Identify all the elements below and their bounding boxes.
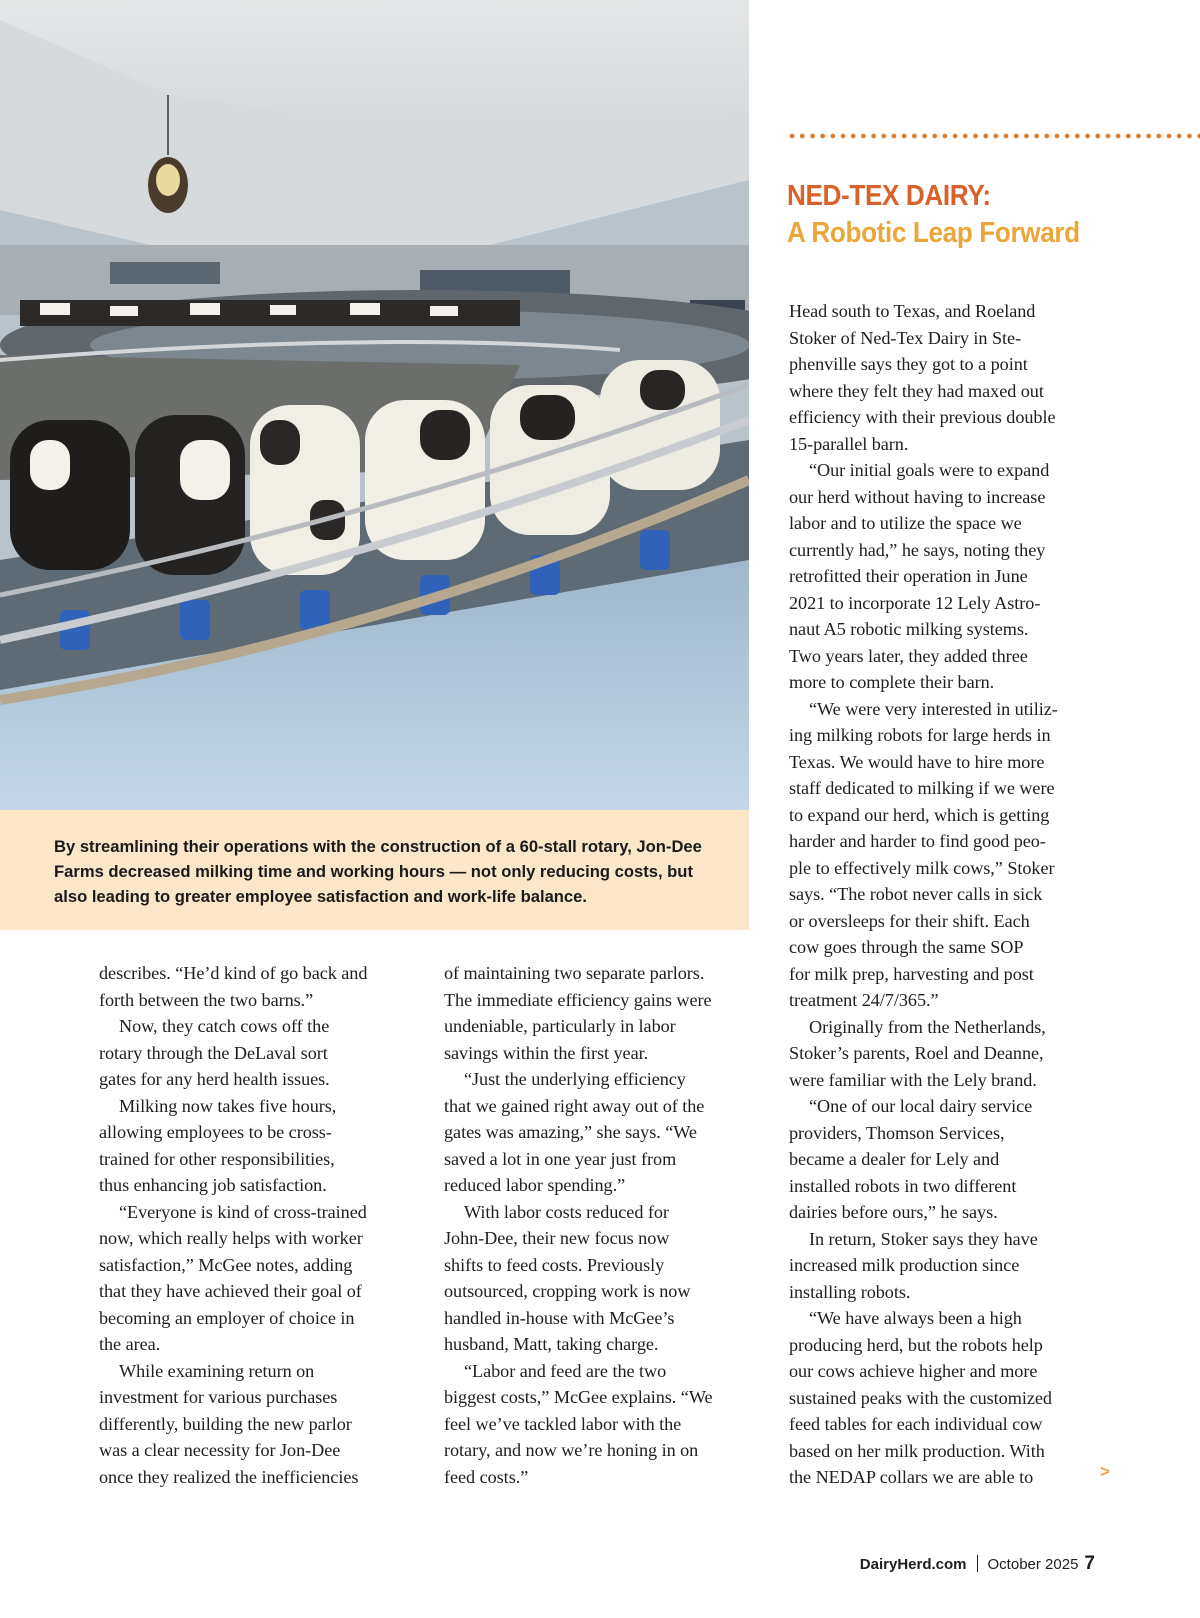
text-line: feel we’ve tackled labor with the	[444, 1413, 682, 1434]
text-line: ing milking robots for large herds in	[789, 725, 1051, 745]
text-line: trained for other responsibilities,	[99, 1148, 335, 1169]
text-line: biggest costs,” McGee explains. “We	[444, 1387, 713, 1407]
page-footer	[860, 1553, 1095, 1575]
body-column-1	[99, 960, 367, 1490]
text-line: Stoker’s parents, Roel and Deanne,	[789, 1043, 1044, 1063]
text-line: installed robots in two different	[789, 1175, 1017, 1196]
text-line: were familiar with the Lely brand.	[789, 1069, 1037, 1090]
text-line: “Just the underlying efficiency	[464, 1069, 686, 1089]
text-line: reduced labor spending.”	[444, 1175, 626, 1195]
text-line: Texas. We would have to hire more	[789, 751, 1045, 772]
text-line: With labor costs reduced for	[464, 1201, 669, 1222]
text-line: cow goes through the same SOP	[789, 937, 1024, 957]
text-line: The immediate efficiency gains were	[444, 989, 712, 1010]
text-line: Two years later, they added three	[789, 645, 1028, 666]
sidebar-column	[789, 298, 1058, 1491]
text-line: dairies before ours,” he says.	[789, 1202, 998, 1222]
text-line: forth between the two barns.”	[99, 989, 314, 1010]
continue-arrow-icon: >	[1100, 1462, 1110, 1481]
text-line: 15-parallel barn.	[789, 433, 909, 454]
text-line: currently had,” he says, noting they	[789, 539, 1046, 560]
text-line: Now, they catch cows off the	[119, 1016, 330, 1036]
text-line: installing robots.	[789, 1281, 911, 1302]
text-line: staff dedicated to milking if we were	[789, 778, 1055, 798]
text-line: became a dealer for Lely and	[789, 1149, 1000, 1169]
text-line: “One of our local dairy service	[809, 1096, 1033, 1116]
text-line: gates for any herd health issues.	[99, 1069, 330, 1089]
text-line: Head south to Texas, and Roeland	[789, 301, 1036, 321]
text-line: of maintaining two separate parlors.	[444, 963, 705, 983]
sidebar-kicker: NED-TEX DAIRY:	[787, 180, 991, 212]
text-line: producing herd, but the robots help	[789, 1334, 1043, 1355]
text-line: differently, building the new parlor	[99, 1413, 352, 1434]
text-line: our cows achieve higher and more	[789, 1361, 1038, 1381]
footer-date: October 2025	[987, 1556, 1079, 1573]
text-line: rotary, and now we’re honing in on	[444, 1440, 699, 1460]
text-line: becoming an employer of choice in	[99, 1307, 355, 1328]
text-line: savings within the first year.	[444, 1042, 649, 1063]
text-line: Originally from the Netherlands,	[809, 1016, 1046, 1037]
text-line: gates was amazing,” she says. “We	[444, 1122, 697, 1142]
text-line: phenville says they got to a point	[789, 354, 1028, 374]
sidebar-headline: A Robotic Leap Forward	[787, 217, 1080, 249]
text-line: “Our initial goals were to expand	[809, 460, 1050, 480]
text-line: undeniable, particularly in labor	[444, 1016, 676, 1036]
rotary-parlor-photo	[0, 0, 749, 810]
body-column-2	[444, 960, 713, 1490]
text-line: that we gained right away out of the	[444, 1095, 705, 1116]
text-line: describes. “He’d kind of go back and	[99, 963, 368, 983]
text-line: ple to effectively milk cows,” Stoker	[789, 857, 1055, 878]
text-line: handled in-house with McGee’s	[444, 1307, 675, 1328]
text-line: once they realized the inefficiencies	[99, 1466, 359, 1487]
text-line: treatment 24/7/365.”	[789, 990, 939, 1010]
text-line: investment for various purchases	[99, 1387, 338, 1407]
text-line: the NEDAP collars we are able to	[789, 1467, 1034, 1487]
text-line: our herd without having to increase	[789, 486, 1046, 507]
text-line: that they have achieved their goal of	[99, 1281, 362, 1301]
text-line: “We have always been a high	[809, 1308, 1022, 1328]
text-line: or oversleeps for their shift. Each	[789, 910, 1030, 931]
footer-site: DairyHerd.com	[859, 1556, 967, 1573]
text-line: retrofitted their operation in June	[789, 566, 1028, 586]
text-line: sustained peaks with the customized	[789, 1387, 1052, 1408]
caption-box	[0, 810, 749, 930]
text-line: the area.	[99, 1334, 161, 1354]
text-line: Milking now takes five hours,	[119, 1095, 337, 1116]
text-line: was a clear necessity for Jon-Dee	[99, 1440, 341, 1460]
text-line: rotary through the DeLaval sort	[99, 1042, 328, 1063]
page-number: 7	[1084, 1553, 1095, 1574]
text-line: thus enhancing job satisfaction.	[99, 1175, 327, 1195]
text-line: for milk prep, harvesting and post	[789, 963, 1034, 984]
text-line: providers, Thomson Services,	[789, 1122, 1005, 1143]
text-line: John-Dee, their new focus now	[444, 1228, 670, 1248]
text-line: naut A5 robotic milking systems.	[789, 619, 1029, 639]
text-line: to expand our herd, which is getting	[789, 804, 1050, 825]
text-line: 2021 to incorporate 12 Lely Astro-	[789, 592, 1041, 613]
photo-illustration	[0, 0, 749, 810]
text-line: feed tables for each individual cow	[789, 1414, 1043, 1434]
text-line: In return, Stoker says they have	[809, 1228, 1038, 1249]
text-line: “Everyone is kind of cross-trained	[119, 1201, 367, 1222]
text-line: based on her milk production. With	[789, 1440, 1045, 1461]
text-line: says. “The robot never calls in sick	[789, 884, 1043, 904]
text-line: labor and to utilize the space we	[789, 513, 1022, 533]
text-line: allowing employees to be cross-	[99, 1122, 332, 1142]
footer-divider	[977, 1555, 978, 1572]
text-line: “Labor and feed are the two	[464, 1360, 667, 1381]
text-line: husband, Matt, taking charge.	[444, 1334, 659, 1354]
text-line: efficiency with their previous double	[789, 407, 1056, 427]
text-line: “We were very interested in utiliz-	[809, 698, 1058, 719]
text-line: harder and harder to find good peo-	[789, 831, 1046, 851]
photo-caption: By streamlining their operations with the construction of a 60-stall rotary, Jon-Dee Farms decreased milking time and working hours — not only reducing costs, but also leading to greater employee satisfaction and work-life balance.	[54, 837, 702, 906]
text-line: shifts to feed costs. Previously	[444, 1254, 665, 1275]
text-line: satisfaction,” McGee notes, adding	[99, 1254, 353, 1275]
text-line: feed costs.”	[444, 1466, 529, 1487]
text-line: where they felt they had maxed out	[789, 380, 1044, 401]
text-line: While examining return on	[119, 1360, 315, 1381]
text-line: now, which really helps with worker	[99, 1228, 363, 1248]
text-line: saved a lot in one year just from	[444, 1148, 677, 1169]
text-line: outsourced, cropping work is now	[444, 1281, 691, 1301]
dotted-divider	[787, 130, 1200, 142]
text-line: more to complete their barn.	[789, 672, 995, 692]
text-line: increased milk production since	[789, 1255, 1020, 1275]
text-line: Stoker of Ned-Tex Dairy in Ste-	[789, 327, 1022, 348]
